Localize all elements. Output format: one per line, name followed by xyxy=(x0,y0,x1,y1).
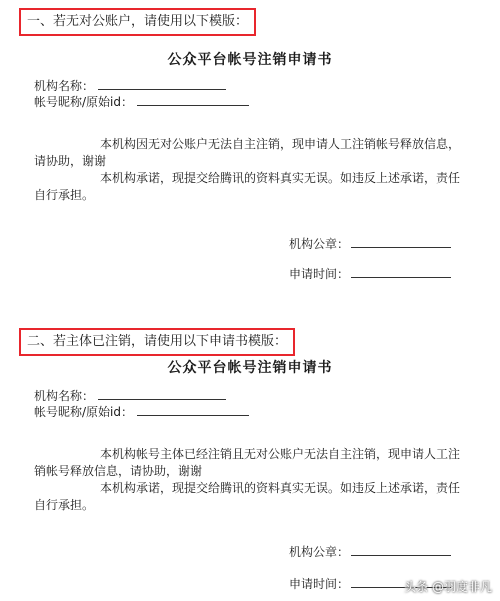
org-name-blank xyxy=(98,388,226,400)
date-field xyxy=(289,266,451,282)
org-name-field xyxy=(34,388,226,404)
org-name-field xyxy=(34,78,226,94)
org-name-label: 机构名称： xyxy=(34,389,95,403)
section-2-heading: 二、若主体已注销，请使用以下申请书模版： xyxy=(19,328,295,356)
section-1-heading: 一、若无对公账户，请使用以下模版： xyxy=(19,8,256,36)
account-field xyxy=(34,404,249,420)
section-2-commitment-paragraph: 本机构承诺，现提交给腾讯的资料真实无误。如违反上述承诺，责任自行承担。 xyxy=(34,481,461,512)
seal-field xyxy=(289,544,451,560)
seal-field xyxy=(289,236,451,252)
seal-label: 机构公章： xyxy=(289,237,350,251)
section-2-request-paragraph: 本机构帐号主体已经注销且无对公账户无法自主注销，现申请人工注销帐号释放信息，请协助，谢谢 xyxy=(34,447,461,478)
section-1-commitment-paragraph: 本机构承诺，现提交给腾讯的资料真实无误。如违反上述承诺，责任自行承担。 xyxy=(34,171,461,202)
date-label: 申请时间： xyxy=(289,267,350,281)
section-1-doc-title: 公众平台帐号注销申请书 xyxy=(167,52,333,68)
template-section-2 xyxy=(0,320,500,601)
account-blank xyxy=(137,94,249,106)
seal-blank xyxy=(351,236,451,248)
date-blank xyxy=(351,266,451,278)
date-label: 申请时间： xyxy=(289,577,350,591)
org-name-blank xyxy=(98,78,226,90)
seal-label: 机构公章： xyxy=(289,545,350,559)
watermark: 头条 @羽度非凡 xyxy=(404,580,492,594)
account-field xyxy=(34,94,249,110)
account-label: 帐号昵称/原始id： xyxy=(34,405,133,419)
org-name-label: 机构名称： xyxy=(34,79,95,93)
account-label: 帐号昵称/原始id： xyxy=(34,95,133,109)
seal-blank xyxy=(351,544,451,556)
account-blank xyxy=(137,404,249,416)
section-1-request-paragraph: 本机构因无对公账户无法自主注销，现申请人工注销帐号释放信息，请协助，谢谢 xyxy=(34,137,461,168)
section-2-doc-title: 公众平台帐号注销申请书 xyxy=(167,360,333,376)
